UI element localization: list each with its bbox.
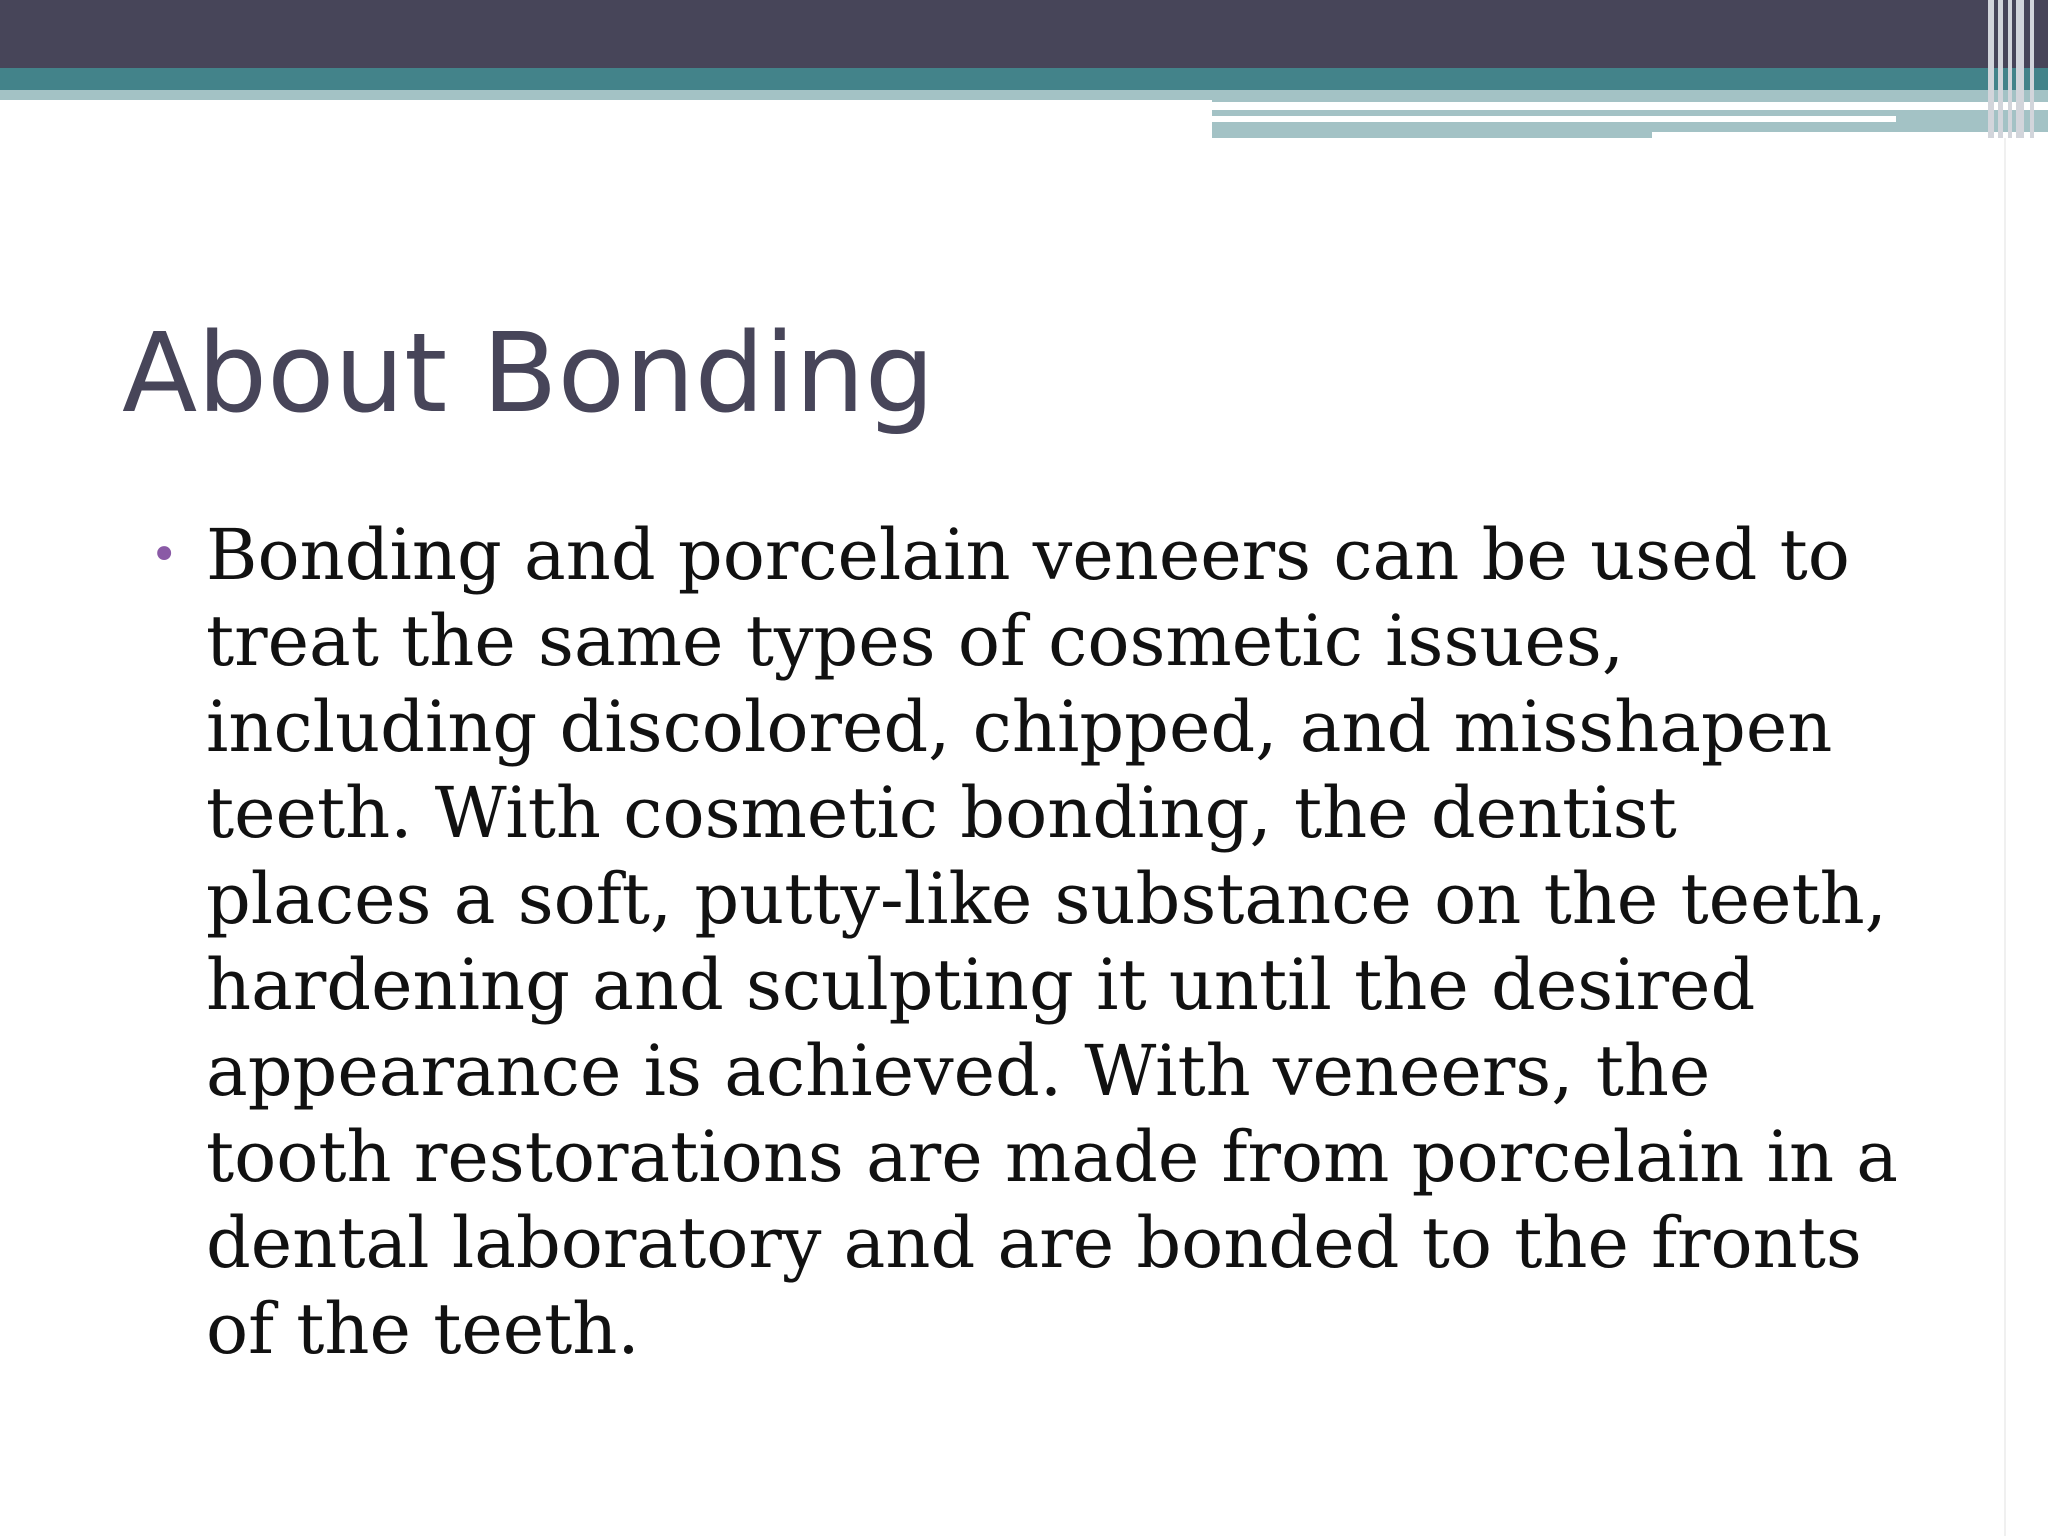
header-band-right [1212,90,2048,102]
header-band-teal [0,68,2048,90]
bullet-icon: • [150,527,179,583]
header-band-light [0,90,1212,100]
header-band-right [1212,128,1652,138]
header-vertical-stripe [1988,0,1994,138]
header-vertical-stripe [2008,0,2012,138]
bullet-text: Bonding and porcelain veneers can be used to treat the same types of cosmetic issues, including discolored, chipped, and misshapen teeth. With cosmetic bonding, the dentist places a soft, putty-like substance on the teeth, hardening and sculpting it until the desired appearance is achieved. With veneers, the tooth restorations are made from porcelain in a dental laboratory and are bonded to the fronts of the teeth. [206,514,1899,1370]
header-band-right-gap [1212,116,1896,122]
header-vertical-stripe [2030,0,2034,138]
slide-right-edge-line [2004,138,2006,1536]
slide-title: About Bonding [122,309,935,437]
header-band-dark [0,0,2048,68]
bullet-item [150,512,1910,1372]
header-band-right-gap [1212,102,2048,110]
header-vertical-stripe [2016,0,2024,138]
header-vertical-stripe [1998,0,2003,138]
bullet-list [150,512,1910,1372]
